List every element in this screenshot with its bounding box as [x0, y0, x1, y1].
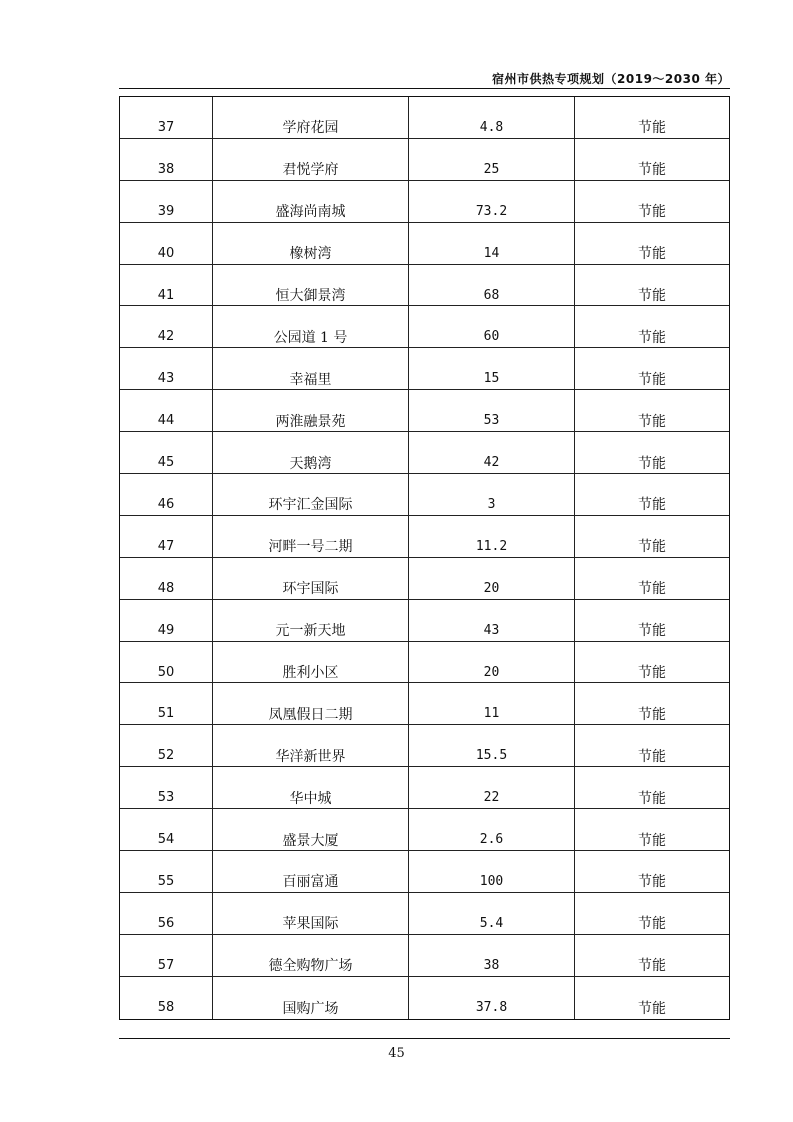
project-name-cell: 幸福里 [213, 348, 409, 389]
value-cell: 20 [409, 642, 575, 683]
project-name-cell: 华洋新世界 [213, 725, 409, 766]
table-row [120, 432, 729, 474]
row-number-cell: 40 [120, 223, 213, 264]
project-name-cell: 环宇国际 [213, 558, 409, 599]
value-cell: 15 [409, 348, 575, 389]
value-cell: 37.8 [409, 977, 575, 1019]
value-cell: 22 [409, 767, 575, 808]
type-cell: 节能 [638, 665, 666, 682]
table-row [120, 306, 729, 348]
type-cell: 节能 [638, 204, 666, 221]
table-row [120, 977, 729, 1019]
type-cell: 节能 [638, 623, 666, 640]
type-cell: 节能 [638, 162, 666, 179]
table-row [120, 767, 729, 809]
row-number-cell: 45 [120, 432, 213, 473]
type-cell: 节能 [638, 748, 666, 765]
type-cell: 节能 [638, 288, 666, 304]
value-cell: 68 [409, 265, 575, 306]
type-cell: 节能 [638, 706, 666, 723]
page-header [119, 68, 730, 89]
value-cell: 5.4 [409, 893, 575, 934]
row-number-cell: 51 [120, 683, 213, 724]
row-number-cell: 42 [120, 306, 213, 347]
page-number: 45 [388, 1046, 405, 1061]
table-row [120, 516, 729, 558]
row-number-cell: 48 [120, 558, 213, 599]
type-cell: 节能 [638, 581, 666, 598]
value-cell: 38 [409, 935, 575, 976]
row-number-cell: 44 [120, 390, 213, 431]
table-row [120, 893, 729, 935]
project-name-cell: 公园道 1 号 [213, 306, 409, 347]
project-name-cell: 环宇汇金国际 [213, 474, 409, 515]
type-cell: 节能 [638, 958, 666, 975]
project-name-cell: 凤凰假日二期 [213, 683, 409, 724]
row-number-cell: 43 [120, 348, 213, 389]
value-cell: 100 [409, 851, 575, 892]
value-cell: 60 [409, 306, 575, 347]
project-name-cell: 君悦学府 [213, 139, 409, 180]
project-name-cell: 天鹅湾 [213, 432, 409, 473]
type-cell: 节能 [638, 916, 666, 933]
row-number-cell: 53 [120, 767, 213, 808]
value-cell: 42 [409, 432, 575, 473]
value-cell: 25 [409, 139, 575, 180]
type-cell: 节能 [638, 455, 666, 472]
table-row [120, 935, 729, 977]
value-cell: 2.6 [409, 809, 575, 850]
row-number-cell: 58 [120, 977, 213, 1019]
project-name-cell: 橡树湾 [213, 223, 409, 264]
type-cell: 节能 [638, 539, 666, 556]
value-cell: 14 [409, 223, 575, 264]
row-number-cell: 49 [120, 600, 213, 641]
type-cell: 节能 [638, 120, 666, 137]
value-cell: 3 [409, 474, 575, 515]
value-cell: 15.5 [409, 725, 575, 766]
project-name-cell: 盛海尚南城 [213, 181, 409, 222]
document-title: 宿州市供热专项规划（2019～2030 年） [492, 72, 730, 86]
project-name-cell: 两淮融景苑 [213, 390, 409, 431]
value-cell: 11.2 [409, 516, 575, 557]
table-row [120, 97, 729, 139]
value-cell: 43 [409, 600, 575, 641]
table-row [120, 223, 729, 265]
table-row [120, 558, 729, 600]
project-name-cell: 华中城 [213, 767, 409, 808]
type-cell: 节能 [638, 790, 666, 807]
table-row [120, 348, 729, 390]
row-number-cell: 47 [120, 516, 213, 557]
project-name-cell: 胜利小区 [213, 642, 409, 683]
value-cell: 20 [409, 558, 575, 599]
row-number-cell: 56 [120, 893, 213, 934]
table-row [120, 139, 729, 181]
type-cell: 节能 [638, 329, 666, 346]
type-cell: 节能 [638, 1000, 666, 1017]
value-cell: 4.8 [409, 97, 575, 138]
row-number-cell: 50 [120, 642, 213, 683]
table-row [120, 265, 729, 307]
type-cell: 节能 [638, 497, 666, 514]
row-number-cell: 52 [120, 725, 213, 766]
table-row [120, 683, 729, 725]
value-cell: 73.2 [409, 181, 575, 222]
type-cell: 节能 [638, 371, 666, 388]
type-cell: 节能 [638, 832, 666, 849]
table-row [120, 600, 729, 642]
project-name-cell: 恒大御景湾 [213, 265, 409, 306]
row-number-cell: 39 [120, 181, 213, 222]
value-cell: 11 [409, 683, 575, 724]
heat-supply-table [119, 96, 730, 1020]
row-number-cell: 46 [120, 474, 213, 515]
project-name-cell: 盛景大厦 [213, 809, 409, 850]
table-row [120, 474, 729, 516]
type-cell: 节能 [638, 246, 666, 263]
project-name-cell: 学府花园 [213, 97, 409, 138]
row-number-cell: 38 [120, 139, 213, 180]
project-name-cell: 河畔一号二期 [213, 516, 409, 557]
row-number-cell: 54 [120, 809, 213, 850]
project-name-cell: 德全购物广场 [213, 935, 409, 976]
type-cell: 节能 [638, 413, 666, 430]
row-number-cell: 57 [120, 935, 213, 976]
table-row [120, 809, 729, 851]
project-name-cell: 百丽富通 [213, 851, 409, 892]
project-name-cell: 元一新天地 [213, 600, 409, 641]
table-row [120, 851, 729, 893]
table-row [120, 725, 729, 767]
row-number-cell: 37 [120, 97, 213, 138]
table-row [120, 642, 729, 684]
project-name-cell: 苹果国际 [213, 893, 409, 934]
footer-divider [119, 1038, 730, 1039]
row-number-cell: 55 [120, 851, 213, 892]
row-number-cell: 41 [120, 265, 213, 306]
table-row [120, 390, 729, 432]
table-row [120, 181, 729, 223]
type-cell: 节能 [638, 874, 666, 891]
project-name-cell: 国购广场 [213, 977, 409, 1019]
value-cell: 53 [409, 390, 575, 431]
